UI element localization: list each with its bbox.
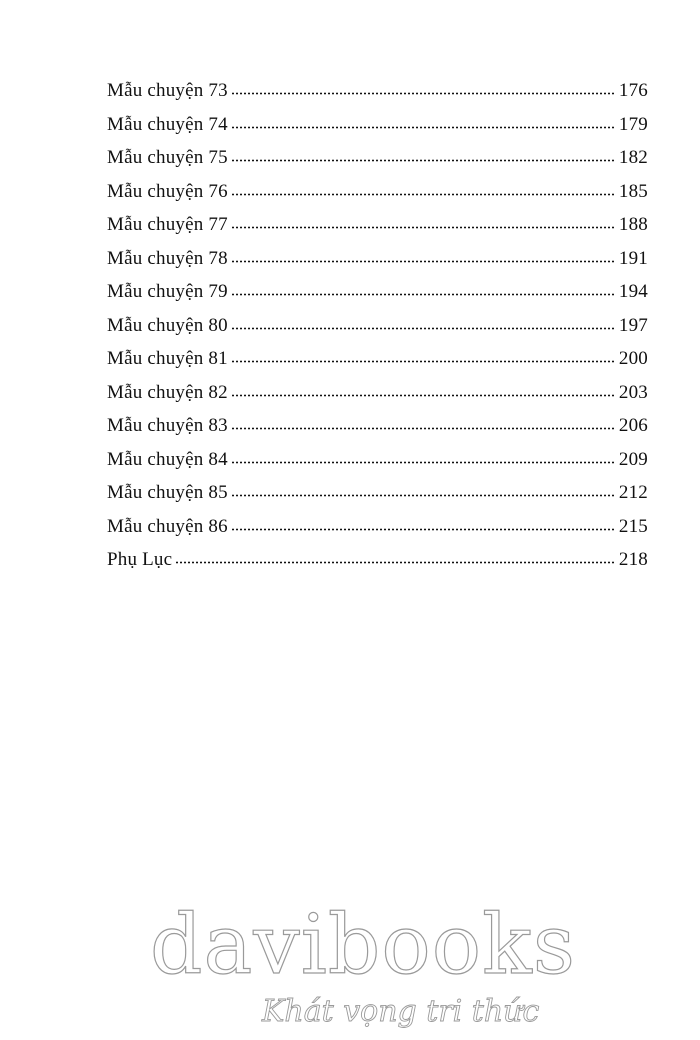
toc-entry bbox=[107, 482, 648, 516]
dot-leader bbox=[231, 226, 616, 229]
toc-entry-title: Mẫu chuyện 77 bbox=[107, 214, 228, 235]
watermark-tagline: Khát vọng tri thức bbox=[262, 994, 540, 1029]
toc-entry bbox=[107, 516, 648, 550]
toc-entry-page: 215 bbox=[618, 515, 648, 537]
toc-entry-page: 182 bbox=[618, 147, 648, 168]
toc-entry-title: Mẫu chuyện 83 bbox=[107, 415, 228, 436]
toc-entry bbox=[107, 348, 648, 382]
dot-leader bbox=[231, 327, 616, 330]
toc-entry-title: Mẫu chuyện 84 bbox=[107, 448, 228, 470]
dot-leader bbox=[231, 260, 616, 263]
dot-leader bbox=[231, 427, 616, 430]
watermark-brand: davibooks bbox=[150, 898, 576, 993]
dot-leader bbox=[231, 461, 616, 464]
dot-leader bbox=[231, 92, 616, 95]
toc-entry-title: Mẫu chuyện 81 bbox=[107, 348, 228, 369]
toc-entry bbox=[107, 315, 648, 349]
toc-entry-page: 206 bbox=[618, 415, 648, 436]
toc-entry-page: 191 bbox=[618, 247, 648, 269]
dot-leader bbox=[231, 293, 616, 296]
toc-entry bbox=[107, 281, 648, 315]
toc-entry-title: Mẫu chuyện 86 bbox=[107, 515, 228, 537]
toc-entry-page: 197 bbox=[618, 314, 648, 336]
toc-entry bbox=[107, 147, 648, 181]
toc-entry-page: 194 bbox=[618, 281, 648, 302]
toc-entry-title: Mẫu chuyện 79 bbox=[107, 281, 228, 302]
dot-leader bbox=[231, 494, 616, 497]
toc-entry-page: 218 bbox=[618, 549, 648, 570]
toc-entry-page: 209 bbox=[618, 448, 648, 470]
toc-entry-title: Phụ Lục bbox=[107, 549, 173, 570]
toc-entry bbox=[107, 114, 648, 148]
toc-entry bbox=[107, 549, 648, 583]
toc-entry-title: Mẫu chuyện 82 bbox=[107, 381, 228, 403]
toc-entry-page: 179 bbox=[618, 113, 648, 135]
dot-leader bbox=[175, 561, 616, 564]
dot-leader bbox=[231, 394, 616, 397]
toc-entry bbox=[107, 181, 648, 215]
toc-entry-title: Mẫu chuyện 78 bbox=[107, 247, 228, 269]
toc-entry bbox=[107, 415, 648, 449]
toc-entry-page: 185 bbox=[618, 180, 648, 202]
dot-leader bbox=[231, 193, 616, 196]
toc-entry-title: Mẫu chuyện 76 bbox=[107, 180, 228, 202]
toc-entry-title: Mẫu chuyện 85 bbox=[107, 482, 228, 503]
toc-entry-page: 203 bbox=[618, 381, 648, 403]
toc-entry-page: 212 bbox=[618, 482, 648, 503]
toc-entry bbox=[107, 214, 648, 248]
toc-entry-page: 188 bbox=[618, 214, 648, 235]
toc-entry-title: Mẫu chuyện 74 bbox=[107, 113, 228, 135]
toc-entry-title: Mẫu chuyện 75 bbox=[107, 147, 228, 168]
toc-entry-page: 200 bbox=[618, 348, 648, 369]
table-of-contents bbox=[107, 80, 648, 583]
watermark bbox=[150, 898, 576, 1035]
toc-entry-page: 176 bbox=[618, 80, 648, 101]
toc-entry bbox=[107, 382, 648, 416]
toc-entry-title: Mẫu chuyện 73 bbox=[107, 80, 228, 101]
dot-leader bbox=[231, 126, 616, 129]
dot-leader bbox=[231, 360, 616, 363]
dot-leader bbox=[231, 528, 616, 531]
toc-entry bbox=[107, 449, 648, 483]
toc-entry-title: Mẫu chuyện 80 bbox=[107, 314, 228, 336]
dot-leader bbox=[231, 159, 616, 162]
toc-entry bbox=[107, 80, 648, 114]
toc-entry bbox=[107, 248, 648, 282]
